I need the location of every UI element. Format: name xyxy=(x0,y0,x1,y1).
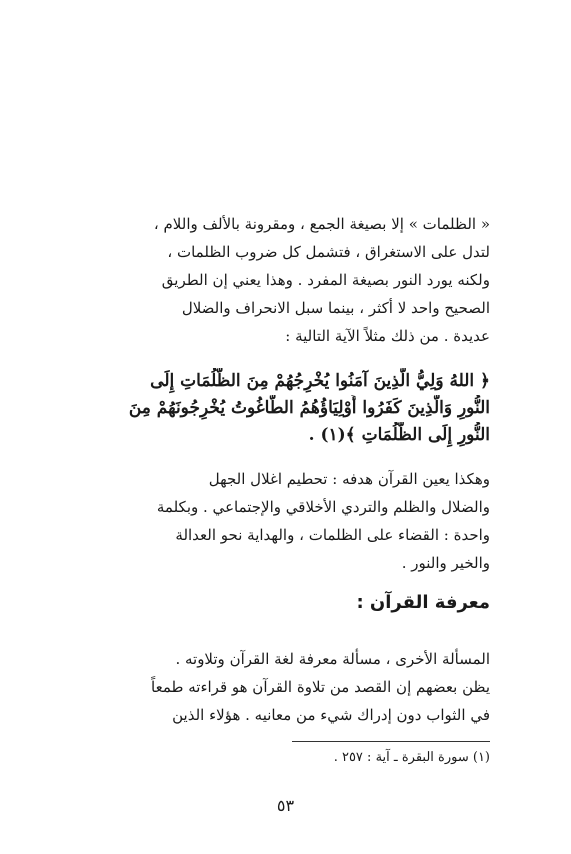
text-line: يظن بعضهم إن القصد من تلاوة القرآن هو قراءته طمعاً xyxy=(151,678,490,696)
verse-line: النُّورِ إِلَى الظُّلُمَاتِ ﴾(١) . xyxy=(308,425,490,445)
text-line: والضلال والظلم والتردي الأخلاقي والإجتماعي . وبكلمة xyxy=(156,498,490,516)
text-line: عديدة . من ذلك مثلاً الآية التالية : xyxy=(285,327,490,345)
paragraph-2 xyxy=(88,465,490,577)
paragraph-3 xyxy=(88,645,490,729)
text-line: المسألة الأخرى ، مسألة معرفة لغة القرآن وتلاوته . xyxy=(175,650,490,668)
text-line: واحدة : القضاء على الظلمات ، والهداية نحو العدالة xyxy=(175,526,490,544)
page-number: ٥٣ xyxy=(276,796,295,815)
paragraph-1 xyxy=(88,210,490,350)
verse-line: ﴿ اللهُ وَلِيُّ الَّذِينَ آمَنُوا يُخْرِجُهُمْ مِنَ الظُّلُمَاتِ إِلَى xyxy=(150,371,490,391)
text-line: « الظلمات » إلا بصيغة الجمع ، ومقرونة بالألف واللام ، xyxy=(153,215,490,233)
text-line: وهكذا يعين القرآن هدفه : تحطيم اغلال الجهل xyxy=(208,470,490,488)
verse-line: النُّورِ وَالَّذِينَ كَفَرُوا أَوْلِيَاؤُهُمُ الطَّاغُوتُ يُخْرِجُونَهُمْ مِنَ xyxy=(128,398,490,418)
section-heading: معرفة القرآن : xyxy=(356,592,490,613)
text-line: والخير والنور . xyxy=(401,554,490,572)
quran-verse xyxy=(88,368,490,449)
text-line: الصحيح واحد لا أكثر ، بينما سبل الانحراف والضلال xyxy=(181,299,490,317)
footnote-divider xyxy=(292,741,490,742)
footnote: (١) سورة البقرة ـ آية : ٢٥٧ . xyxy=(333,750,490,765)
text-line: في الثواب دون إدراك شيء من معانيه . هؤلاء الذين xyxy=(172,706,490,724)
text-line: لتدل على الاستغراق ، فتشمل كل ضروب الظلمات ، xyxy=(167,243,490,261)
text-line: ولكنه يورد النور بصيغة المفرد . وهذا يعني إن الطريق xyxy=(161,271,490,289)
